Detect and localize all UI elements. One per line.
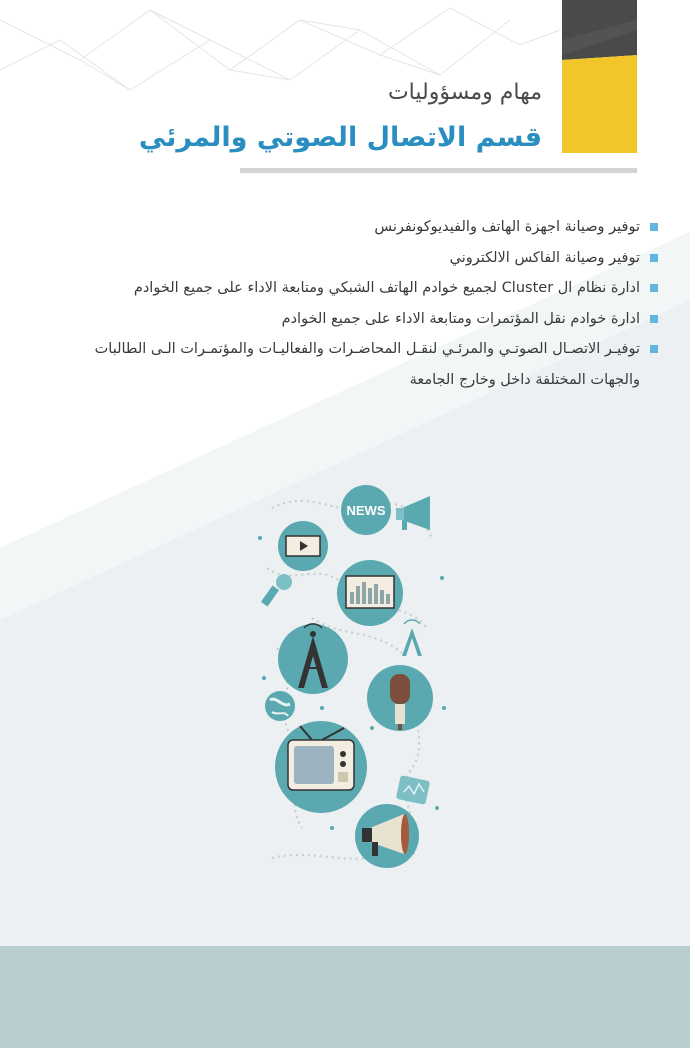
radio-icon bbox=[396, 775, 430, 805]
news-badge-icon bbox=[341, 485, 391, 535]
list-item: توفيـر الاتصـال الصوتـي والمرئـي لنقـل المحاضـرات والفعاليـات والمؤتمـرات الـى الطالبات والجهات المختلفة داخل وخارج الجامعة bbox=[62, 334, 662, 395]
antenna-icon bbox=[402, 620, 422, 656]
bullet-square-icon bbox=[650, 284, 658, 292]
list-item: توفير وصيانة الفاكس الالكتروني bbox=[62, 243, 662, 274]
media-illustration bbox=[252, 478, 452, 873]
bullet-square-icon bbox=[650, 345, 658, 353]
radio-tower-icon bbox=[278, 624, 348, 694]
megaphone-icon bbox=[396, 496, 430, 530]
section-subtitle: مهام ومسؤوليات bbox=[387, 80, 542, 105]
list-item: ادارة نظام ال Cluster لجميع خوادم الهاتف الشبكي ومتابعة الاداء على جميع الخوادم bbox=[62, 273, 662, 304]
bullet-square-icon bbox=[650, 254, 658, 262]
television-icon bbox=[275, 721, 367, 813]
microphone-icon bbox=[261, 574, 292, 606]
svg-text:NEWS: NEWS bbox=[346, 503, 386, 518]
list-item: توفير وصيانة اجهزة الهاتف والفيديوكونفرنس bbox=[62, 212, 662, 243]
section-title: قسم الاتصال الصوتي والمرئي bbox=[138, 122, 542, 153]
title-divider bbox=[240, 168, 637, 173]
loudspeaker-icon bbox=[355, 804, 419, 868]
list-item: ادارة خوادم نقل المؤتمرات ومتابعة الاداء على جميع الخوادم bbox=[62, 304, 662, 335]
responsibilities-list bbox=[62, 212, 662, 395]
bullet-square-icon bbox=[650, 315, 658, 323]
corner-accent bbox=[562, 0, 637, 153]
globe-icon bbox=[265, 691, 295, 721]
footer-band bbox=[0, 946, 690, 1048]
video-player-icon bbox=[278, 521, 328, 571]
equalizer-icon bbox=[337, 560, 403, 626]
vintage-microphone-icon bbox=[367, 665, 433, 731]
bullet-square-icon bbox=[650, 223, 658, 231]
